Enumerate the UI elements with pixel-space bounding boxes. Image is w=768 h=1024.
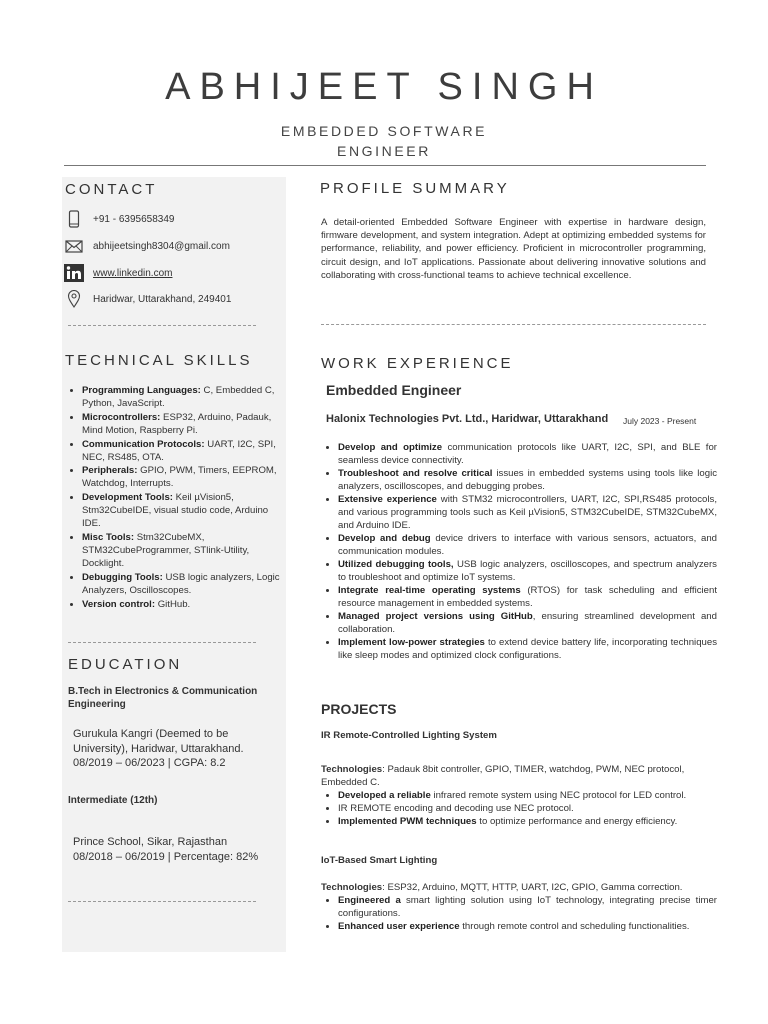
project-1-technologies: Technologies: Padauk 8bit controller, GPIO, TIMER, watchdog, PWM, NEC protocol, Embedded C.: [321, 764, 685, 788]
contact-location: [64, 288, 231, 310]
list-item: • Enhanced user experience through remote control and scheduling functionalities.: [338, 920, 717, 933]
list-item: • Developed a reliable infrared remote system using NEC protocol for LED control.: [338, 789, 717, 802]
resume-name: ABHIJEET SINGH: [165, 66, 603, 108]
profile-section-title: PROFILE SUMMARY: [320, 180, 510, 197]
list-item: • Misc Tools: Stm32CubeMX, STM32CubeProgrammer, STlink-Utility, Docklight.: [82, 531, 280, 571]
phone-icon: [64, 209, 84, 229]
skills-divider: [68, 642, 256, 643]
list-item: • Engineered a smart lighting solution using IoT technology, integrating precise timer configurations.: [338, 894, 717, 920]
contact-linkedin: [64, 262, 172, 284]
list-item: • Programming Languages: C, Embedded C, Python, JavaScript.: [82, 384, 280, 411]
project-1-name: IR Remote-Controlled Lighting System: [321, 730, 497, 741]
list-item: • Extensive experience with STM32 microcontrollers, UART, I2C, SPI,RS485 protocols, and various programming tools such as Keil µVision5, STM32CubeIDE, STM32CubeMX, and Arduino IDE.: [338, 493, 717, 532]
list-item: • Integrate real-time operating systems (RTOS) for task scheduling and efficient resource management in embedded systems.: [338, 584, 717, 610]
list-item: • Microcontrollers: ESP32, Arduino, Padauk, Mind Motion, Raspberry Pi.: [82, 411, 280, 438]
education-section-title: EDUCATION: [68, 656, 183, 673]
linkedin-icon: [64, 263, 84, 283]
list-item: • Implemented PWM techniques to optimize performance and energy efficiency.: [338, 815, 717, 828]
contact-email: [64, 235, 230, 257]
list-item: • Develop and optimize communication protocols like UART, I2C, SPI, and BLE for seamless device connectivity.: [338, 441, 717, 467]
university-details: Gurukula Kangri (Deemed to be University), Haridwar, Uttarakhand. 08/2019 – 06/2023 | CGPA: 8.2: [73, 728, 244, 769]
profile-summary-text: A detail-oriented Embedded Software Engineer with expertise in hardware design, firmware development, and system integration. Adept at optimizing embedded systems for performance, reliability, and power efficiency. Proficient in microcontroller programming, circuit design, and IoT applications. Passionate about delivering innovative solutions and collaborating with cross-functional teams to achieve technical excellence.: [321, 217, 706, 281]
location-pin-icon: [64, 289, 84, 309]
skills-section-title: TECHNICAL SKILLS: [65, 352, 253, 369]
project-2-name: IoT-Based Smart Lighting: [321, 855, 438, 866]
work-bullets: [327, 441, 717, 662]
list-item: • Troubleshoot and resolve critical issues in embedded systems using tools like logic analyzers, oscilloscopes, and debugging probes.: [338, 467, 717, 493]
intermediate-title: Intermediate (12th): [68, 795, 158, 806]
degree-title: B.Tech in Electronics & Communication Engineering: [68, 686, 258, 710]
contact-phone: [64, 208, 174, 230]
job-role-title: EMBEDDED SOFTWARE ENGINEER: [280, 123, 488, 159]
list-item: • Develop and debug device drivers to interface with various sensors, actuators, and communication modules.: [338, 532, 717, 558]
projects-section-title: PROJECTS: [321, 701, 397, 717]
linkedin-link[interactable]: www.linkedin.com: [93, 267, 173, 279]
work-section-title: WORK EXPERIENCE: [321, 355, 514, 372]
company-name: Halonix Technologies Pvt. Ltd., Haridwar, Uttarakhand: [326, 413, 609, 425]
education-divider: [68, 901, 256, 902]
list-item: • IR REMOTE encoding and decoding use NEC protocol.: [338, 802, 717, 815]
list-item: • Peripherals: GPIO, PWM, Timers, EEPROM, Watchdog, Interrupts.: [82, 464, 280, 491]
header-divider: [64, 165, 706, 166]
job-title: Embedded Engineer: [326, 382, 462, 398]
email-address[interactable]: abhijeetsingh8304@gmail.com: [93, 240, 230, 252]
list-item: • Implement low-power strategies to extend device battery life, incorporating techniques like sleep modes and optimized clock configurations.: [338, 636, 717, 662]
list-item: • Debugging Tools: USB logic analyzers, Logic Analyzers, Oscilloscopes.: [82, 571, 280, 598]
project-1-bullets: [327, 789, 717, 828]
list-item: • Communication Protocols: UART, I2C, SPI, NEC, RS485, OTA.: [82, 438, 280, 465]
profile-divider: [321, 324, 706, 325]
project-2-bullets: [327, 894, 717, 933]
project-2-technologies: Technologies: ESP32, Arduino, MQTT, HTTP, UART, I2C, GPIO, Gamma correction.: [321, 882, 683, 893]
list-item: • Managed project versions using GitHub, ensuring streamlined development and collaboration.: [338, 610, 717, 636]
phone-number: +91 - 6395658349: [93, 213, 175, 225]
list-item: • Development Tools: Keil µVision5, Stm32CubeIDE, visual studio code, Arduino IDE.: [82, 491, 280, 531]
list-item: • Utilized debugging tools, USB logic analyzers, oscilloscopes, and spectrum analyzers to troubleshoot and optimize IoT systems.: [338, 558, 717, 584]
contact-section-title: CONTACT: [65, 181, 158, 198]
skills-list: [68, 384, 280, 611]
list-item: • Version control: GitHub.: [82, 598, 280, 612]
contact-divider: [68, 325, 256, 326]
email-icon: [64, 236, 84, 256]
location-text: Haridwar, Uttarakhand, 249401: [93, 293, 232, 305]
school-details: Prince School, Sikar, Rajasthan 08/2018 – 06/2019 | Percentage: 82%: [73, 836, 259, 863]
job-dates: July 2023 - Present: [623, 416, 697, 426]
